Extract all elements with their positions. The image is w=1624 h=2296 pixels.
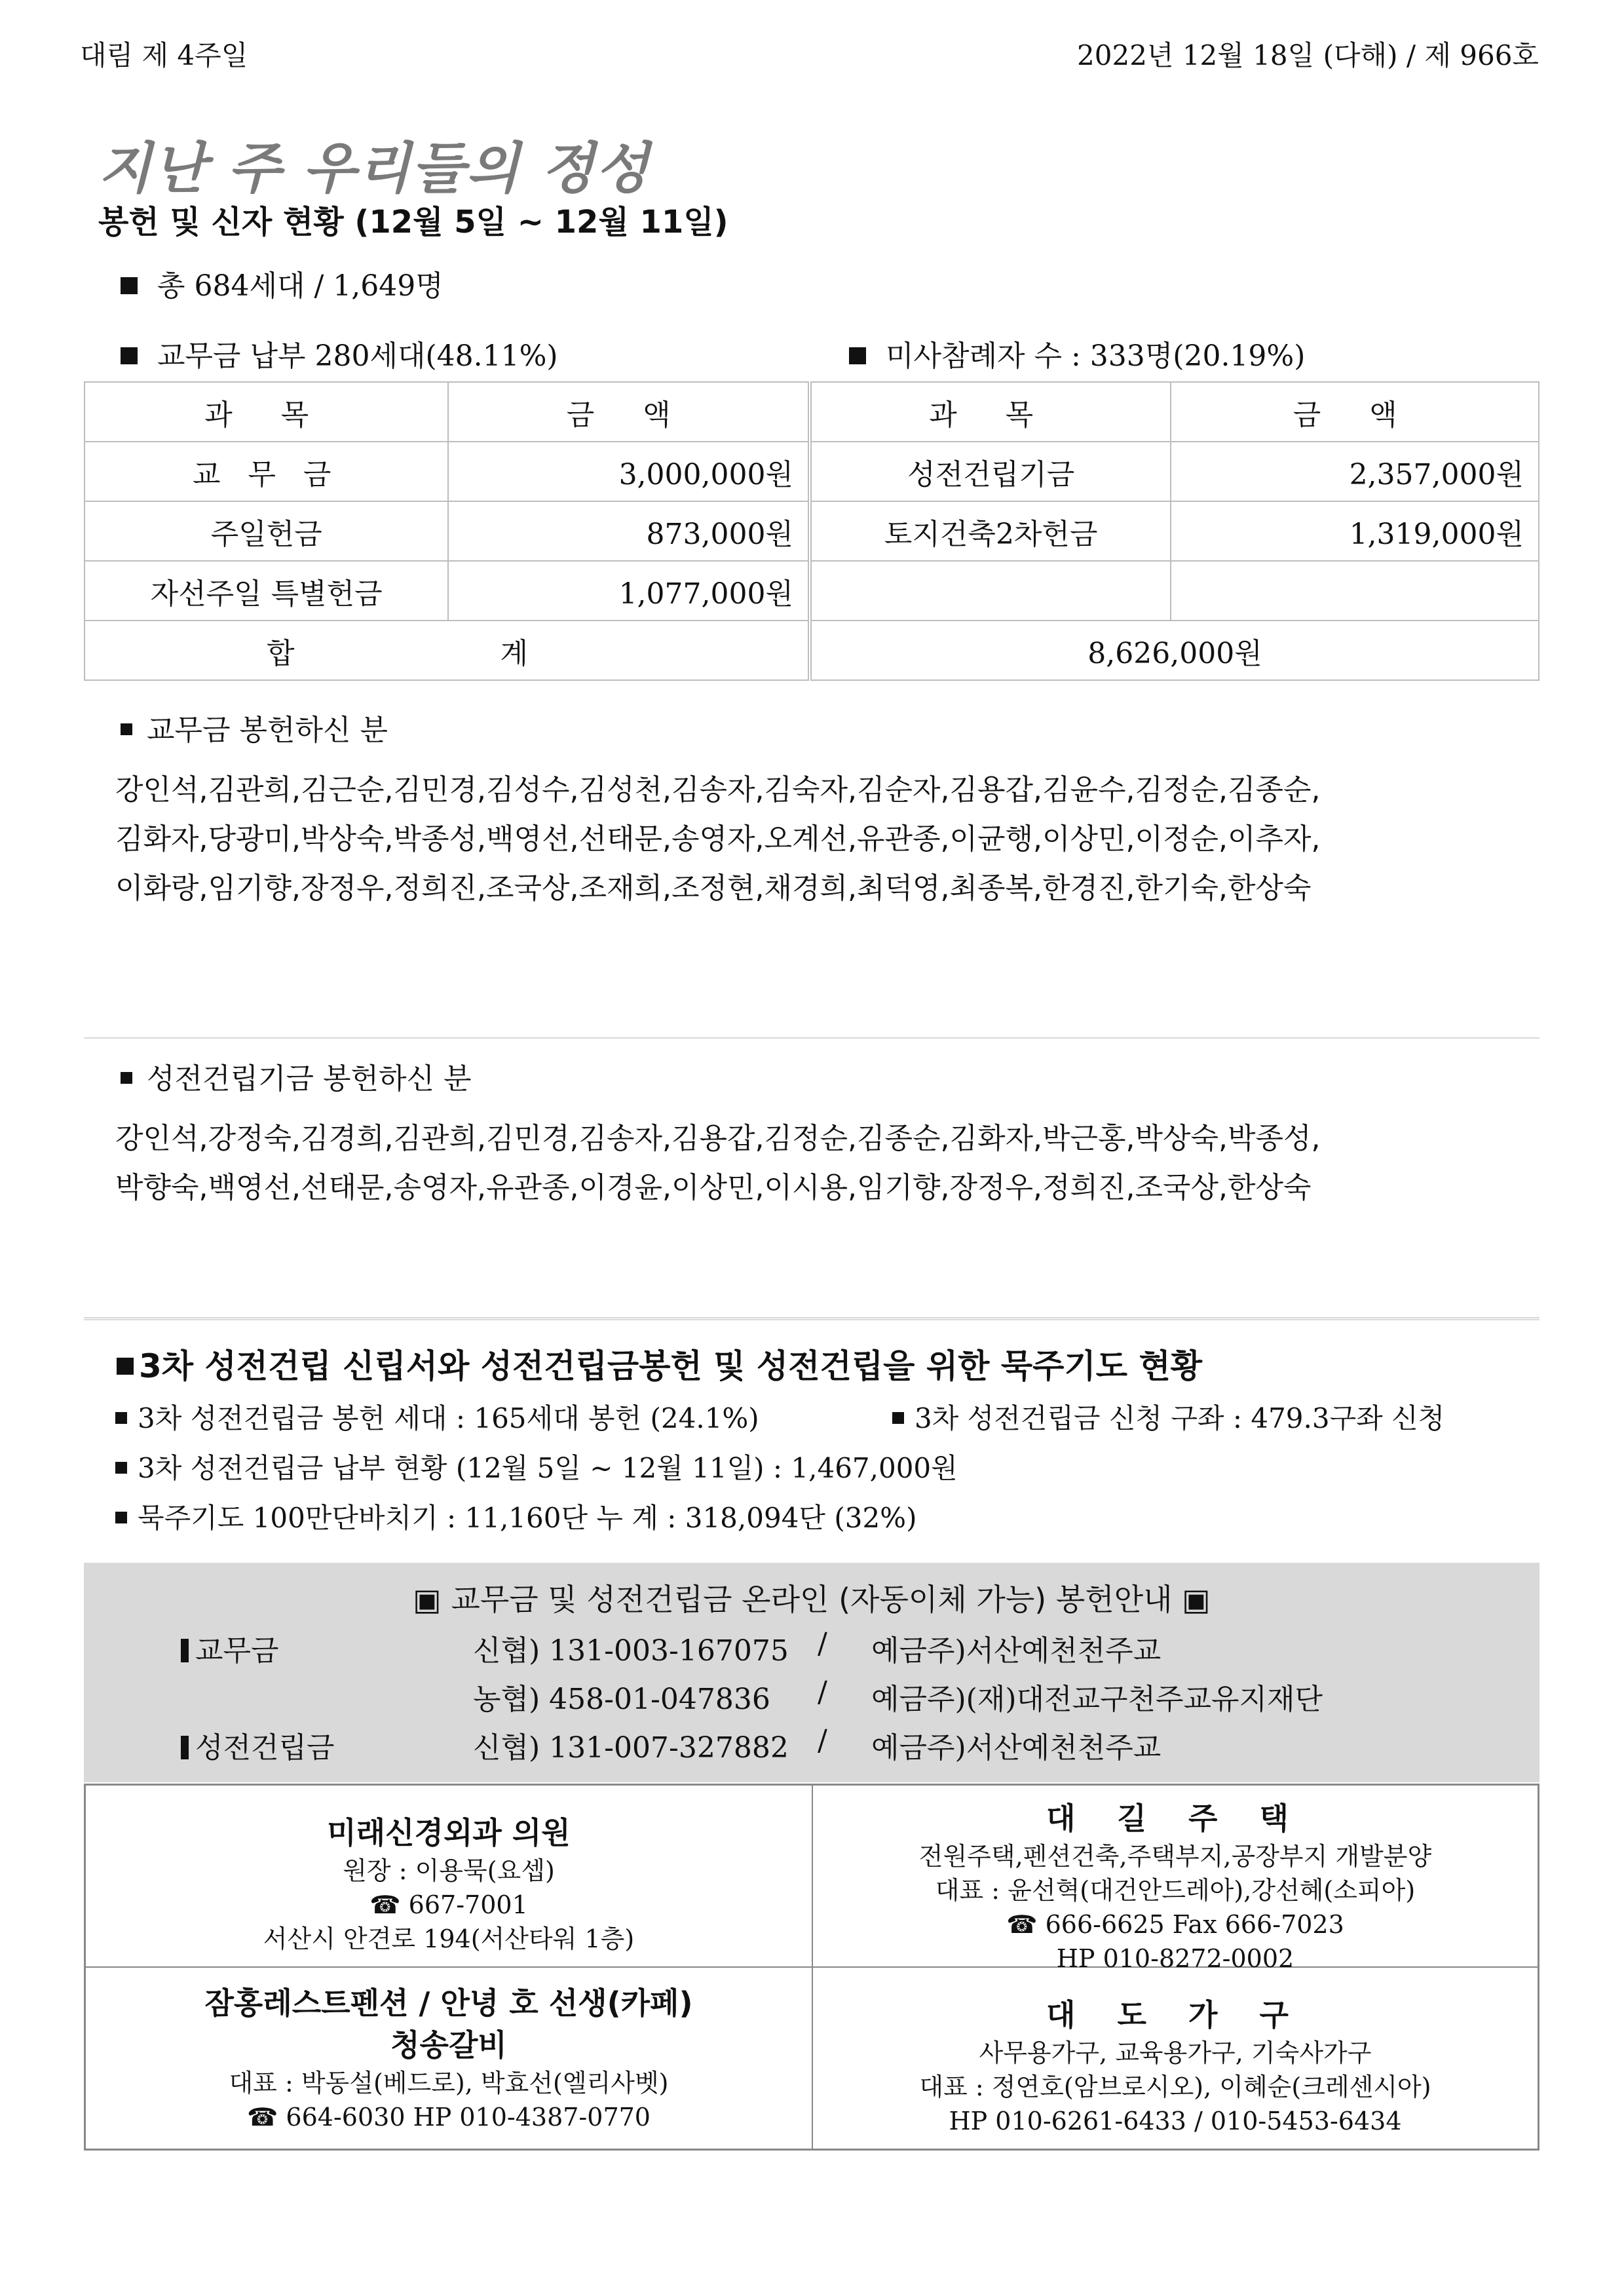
online-slash: / [818,1724,827,1757]
online-label [181,1627,279,1669]
square-bullet-icon [121,1072,132,1084]
total-amount: 8,626,000원 [810,621,1539,680]
ads-grid [84,1784,1539,2151]
stat-total [121,262,444,304]
building-status-2-text: 3차 성전건립금 납부 현황 (12월 5일 ~ 12월 11일) : 1,467,000원 [138,1452,958,1484]
square-bullet-icon [121,723,132,735]
ad-furniture-name: 대 도 가 구 [1046,1997,1304,2033]
online-label [181,1724,335,1766]
ad-housing-line: 대표 : 윤선혁(대건안드레아),강선혜(소피아) [935,1876,1416,1905]
offering-table [84,381,1539,681]
bar-marker-icon [181,1639,189,1662]
stat-mass-text: 미사참례자 수 : 333명(20.19%) [886,339,1306,373]
building-donors-label [121,1055,472,1097]
table-row [85,561,1539,621]
ad-clinic-line: 원장 : 이용묵(요셉) [343,1856,555,1885]
divider [84,1037,1539,1039]
cell-amount: 1,077,000원 [448,561,810,621]
bar-marker-icon [181,1736,189,1759]
ad-pension-line: 대표 : 박동설(베드로), 박효선(엘리사벳) [229,2069,669,2097]
divider [84,1317,1539,1320]
square-bullet-icon [117,1358,134,1375]
tithe-donors-list [115,765,1320,913]
building-status-1b-text: 3차 성전건립금 신청 구좌 : 479.3구좌 신청 [915,1402,1445,1434]
online-slash: / [818,1627,827,1660]
table-header-row [85,382,1539,442]
cell-item: 자선주일 특별헌금 [85,561,448,621]
header-item-left: 과 목 [85,382,448,442]
online-bank: 신협) 131-003-167075 [473,1634,789,1668]
tithe-donors-label-text: 교무금 봉헌하신 분 [147,714,388,747]
cell-item: 토지건축2차헌금 [810,501,1171,561]
online-bank: 신협) 131-007-327882 [473,1731,789,1765]
list-item: 강인석,강정숙,김경희,김관희,김민경,김송자,김용갑,김정순,김종순,김화자,박근홍,박상숙,박종성, [115,1122,1321,1155]
table-row [85,442,1539,501]
square-bullet-icon [115,1412,127,1424]
list-item: 강인석,김관희,김근순,김민경,김성수,김성천,김송자,김숙자,김순자,김용갑,김윤수,김정순,김종순, [115,773,1321,807]
page-title: 지난 주 우리들의 정성 [98,136,651,201]
cell-item: 성전건립기금 [810,442,1171,501]
square-bullet-icon [892,1412,904,1424]
cell-amount: 3,000,000원 [448,442,810,501]
square-bullet-icon [849,347,866,364]
online-label-text: 교무금 [195,1634,279,1668]
tithe-donors-label [121,706,388,748]
building-status-1a [115,1397,759,1436]
ad-furniture-phone: HP 010-6261-6433 / 010-5453-6434 [949,2107,1402,2135]
cell-amount: 2,357,000원 [1171,442,1539,501]
list-item: 박향숙,백영선,선태문,송영자,유관종,이경윤,이상민,이시용,임기향,장정우,정희진,조국상,한상숙 [115,1171,1312,1204]
cell-amount [1171,561,1539,621]
ad-clinic-address: 서산시 안견로 194(서산타워 1층) [263,1924,635,1953]
stat-total-text: 총 684세대 / 1,649명 [157,269,444,303]
ad-pension-phone: ☎ 664-6030 HP 010-4387-0770 [247,2103,651,2132]
building-status-3 [115,1497,916,1536]
cell-amount: 1,319,000원 [1171,501,1539,561]
ad-furniture [813,1994,1538,2138]
building-heading-text: 3차 성전건립 신립서와 성전건립금봉헌 및 성전건립을 위한 묵주기도 현황 [139,1347,1203,1385]
online-offering-box [84,1563,1539,1782]
cell-item [810,561,1171,621]
ad-clinic-phone: ☎ 667-7001 [369,1890,528,1919]
ad-clinic [86,1812,812,1956]
stat-tithe [121,332,558,374]
cell-item: 주일헌금 [85,501,448,561]
square-bullet-icon [115,1512,127,1523]
ad-furniture-line: 대표 : 정연호(암브로시오), 이혜순(크레센시아) [919,2073,1431,2101]
building-donors-label-text: 성전건립기금 봉헌하신 분 [147,1062,472,1096]
ad-pension-name2: 청송갈비 [390,2027,507,2063]
ad-furniture-line: 사무용가구, 교육용가구, 기숙사가구 [979,2038,1372,2067]
online-slash: / [818,1675,827,1709]
ad-pension [86,1982,812,2134]
building-status-1b [892,1397,1445,1436]
building-status-2 [115,1447,958,1486]
ad-clinic-name: 미래신경외과 의원 [327,1815,571,1850]
header-amount-right: 금 액 [1171,382,1539,442]
online-holder: 예금주)서산예천천주교 [871,1634,1161,1668]
building-status-1a-text: 3차 성전건립금 봉헌 세대 : 165세대 봉헌 (24.1%) [138,1402,759,1434]
header-left: 대림 제 4주일 [80,39,248,71]
list-item: 이화랑,임기향,장정우,정희진,조국상,조재희,조정현,채경희,최덕영,최종복,한경진,한기숙,한상숙 [115,871,1312,905]
header-right: 2022년 12월 18일 (다해) / 제 966호 [1077,39,1539,71]
online-holder: 예금주)(재)대전교구천주교유지재단 [871,1683,1323,1716]
ad-housing-name: 대 길 주 택 [1046,1801,1304,1836]
cell-item: 교 무 금 [85,442,448,501]
total-label: 합 계 [85,621,810,680]
stat-tithe-text: 교무금 납부 280세대(48.11%) [157,339,558,373]
ad-housing-mobile: HP 010-8272-0002 [1056,1944,1294,1973]
online-offering-title: ▣ 교무금 및 성전건립금 온라인 (자동이체 가능) 봉헌안내 ▣ [413,1582,1211,1617]
page-subtitle: 봉헌 및 신자 현황 (12월 5일 ~ 12월 11일) [98,204,728,240]
cell-amount: 873,000원 [448,501,810,561]
ad-housing-phone: ☎ 666-6625 Fax 666-7023 [1006,1910,1344,1939]
square-bullet-icon [115,1462,127,1474]
header-item-right: 과 목 [810,382,1171,442]
online-holder: 예금주)서산예천천주교 [871,1731,1161,1765]
building-heading [117,1340,1202,1387]
table-row [85,501,1539,561]
stat-mass [849,332,1305,374]
square-bullet-icon [121,277,138,294]
ad-housing [813,1797,1538,1976]
table-total-row [85,621,1539,680]
online-bank: 농협) 458-01-047836 [473,1683,770,1716]
ad-pension-name: 잠홍레스트펜션 / 안녕 호 선생(카페) [204,1985,693,2021]
building-donors-list [115,1114,1320,1212]
square-bullet-icon [121,347,138,364]
building-status-3-text: 묵주기도 100만단바치기 : 11,160단 누 계 : 318,094단 (32%) [138,1502,917,1534]
online-label-text: 성전건립금 [195,1731,335,1765]
list-item: 김화자,당광미,박상숙,박종성,백영선,선태문,송영자,오계선,유관종,이균행,이상민,이정순,이추자, [115,822,1321,856]
header-amount-left: 금 액 [448,382,810,442]
ad-housing-line: 전원주택,펜션건축,주택부지,공장부지 개발분양 [918,1842,1432,1871]
